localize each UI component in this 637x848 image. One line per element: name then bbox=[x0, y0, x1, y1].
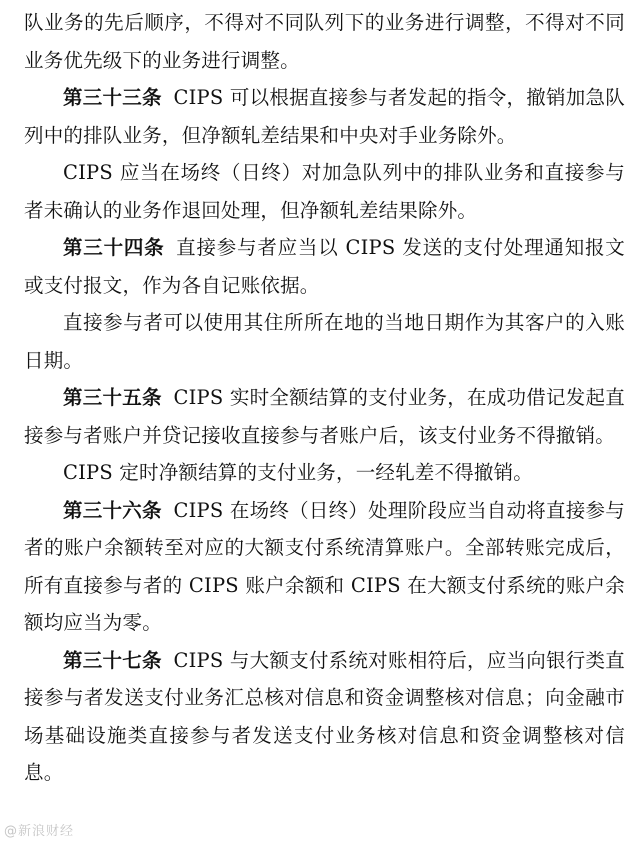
article-heading: 第三十七条 bbox=[63, 648, 162, 672]
article-heading: 第三十五条 bbox=[63, 386, 162, 409]
paragraph-article-35 bbox=[24, 379, 625, 454]
watermark: @新浪财经 bbox=[4, 824, 75, 839]
paragraph-text: CIPS 应当在场终（日终）对加急队列中的排队业务和直接参与者未确认的业务作退回处理，但净额轧差结果除外。 bbox=[24, 161, 625, 222]
article-heading: 第三十四条 bbox=[63, 236, 165, 259]
article-heading: 第三十三条 bbox=[63, 86, 162, 109]
paragraph-article-33-clause-2 bbox=[24, 154, 625, 229]
paragraph-text: CIPS 可以根据直接参与者发起的指令，撤销加急队列中的排队业务，但净额轧差结果和中央对手业务除外。 bbox=[24, 86, 625, 147]
paragraph-text: CIPS 定时净额结算的支付业务，一经轧差不得撤销。 bbox=[63, 461, 534, 484]
paragraph-article-35-clause-2 bbox=[24, 454, 625, 492]
paragraph-article-37 bbox=[24, 642, 625, 792]
article-heading: 第三十六条 bbox=[63, 498, 162, 522]
paragraph-article-36 bbox=[24, 492, 625, 642]
paragraph-text: 直接参与者可以使用其住所所在地的当地日期作为其客户的入账日期。 bbox=[24, 311, 625, 372]
paragraph-continuation bbox=[24, 4, 625, 79]
paragraph-text: 直接参与者应当以 CIPS 发送的支付处理通知报文或支付报文，作为各自记账依据。 bbox=[24, 236, 625, 297]
paragraph-text: 队业务的先后顺序，不得对不同队列下的业务进行调整，不得对不同业务优先级下的业务进行调整。 bbox=[24, 11, 625, 72]
paragraph-article-33 bbox=[24, 79, 625, 154]
paragraph-text: CIPS 与大额支付系统对账相符后，应当向银行类直接参与者发送支付业务汇总核对信息和资金调整核对信息；向金融市场基础设施类直接参与者发送支付业务核对信息和资金调整核对信息。 bbox=[24, 648, 625, 784]
paragraph-article-34-clause-2 bbox=[24, 304, 625, 379]
paragraph-text: CIPS 在场终（日终）处理阶段应当自动将直接参与者的账户余额转至对应的大额支付系统清算账户。全部转账完成后，所有直接参与者的 CIPS 账户余额和 CIPS 在大额支付系统的账户余额均应当为零。 bbox=[24, 498, 625, 634]
paragraph-text: CIPS 实时全额结算的支付业务，在成功借记发起直接参与者账户并贷记接收直接参与者账户后，该支付业务不得撤销。 bbox=[24, 386, 625, 447]
paragraph-article-34 bbox=[24, 229, 625, 304]
